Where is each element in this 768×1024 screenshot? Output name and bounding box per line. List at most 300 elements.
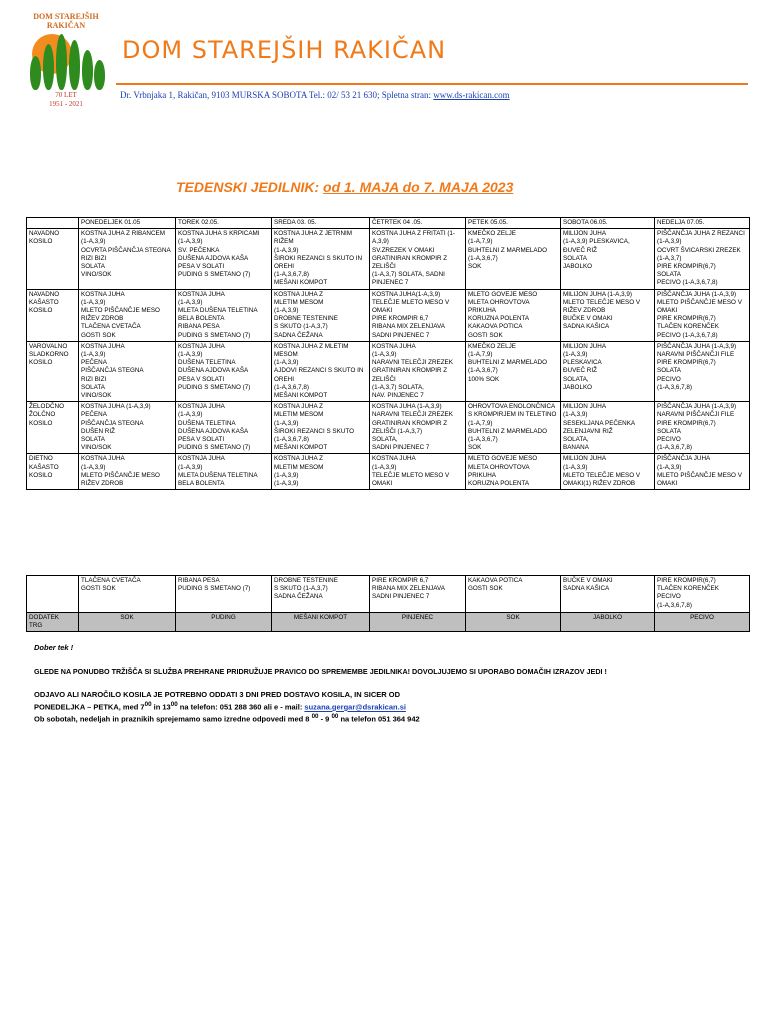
menu-cell-line: RIŽEM: [274, 238, 294, 246]
menu-cell-line: GRATINIRAN KROMPIR Z: [372, 367, 448, 375]
menu-cell-line: 100% SOK: [468, 375, 500, 383]
menu-cell-line: BUHTELNI Z MARMELADO: [468, 359, 548, 367]
menu-cell-line: DUŠENA AJDOVA KAŠA: [178, 254, 249, 262]
menu-cell-line: (1-A,3,9): [563, 411, 588, 419]
menu-cell-line: PIRE KROMPIR(6,7): [657, 359, 716, 367]
menu-cell-line: MILIJON JUHA: [563, 455, 607, 463]
menu-cell-line: (1-A,3,7) SOLATA,: [372, 383, 424, 391]
menu-cell-line: RIŽEV ZDROB: [81, 315, 124, 323]
menu-cell-line: MILIJON JUHA: [563, 342, 607, 350]
menu-cell-line: PUDING S SMETANO (7): [178, 383, 251, 391]
menu-cell: [272, 341, 370, 401]
menu-cell-line: PIŠČANČJA JUHA (1-A,3,9): [657, 290, 737, 298]
menu-cell-line: SOK: [468, 263, 482, 271]
menu-cell-line: OMAKI: [372, 480, 393, 488]
menu-cell-line: (1-A,3,9): [372, 351, 397, 359]
day-header: NEDELJA 07.05.: [655, 218, 750, 229]
menu-cell-line: S SKUTO (1-A,3,7): [274, 585, 328, 593]
menu-cell-line: MLETO PIŠČANČJE MESO: [81, 307, 160, 315]
menu-cell: [370, 454, 466, 490]
weekend-hour-start-minutes: 00: [311, 713, 319, 720]
menu-cell-line: PESA V SOLATI: [178, 263, 225, 271]
menu-cell-line: BUHTELNI Z MARMELADO: [468, 427, 548, 435]
menu-cell: [79, 229, 176, 289]
menu-cell-line: PUDING S SMETANO (7): [178, 271, 251, 279]
menu-cell: [655, 289, 750, 341]
menu-cell: [370, 576, 466, 613]
menu-cell-line: AJDOVI REZANCI S SKUTO IN: [274, 367, 364, 375]
menu-cell-line: PIRE KROMPIR 6,7: [372, 315, 429, 323]
meal-row: [27, 454, 750, 490]
day-header-row: [27, 218, 750, 229]
menu-cell-line: PIŠČANČJA JUHA Z REZANCI: [657, 230, 745, 238]
menu-cell-line: ĐUVEČ RIŽ: [563, 367, 597, 375]
menu-cell-line: MLETIM MESOM: [274, 411, 324, 419]
menu-cell-line: NARAVNI PIŠČANČJI FILE: [657, 351, 735, 359]
menu-cell: [561, 229, 655, 289]
menu-cell-line: KOSTNA JUHA(1-A,3,9): [372, 290, 441, 298]
menu-cell-line: KOSTNA JUHA Z JETRNIM: [274, 230, 353, 238]
menu-cell-line: SOLATA: [563, 254, 587, 262]
weekend-mid: - 9: [318, 714, 332, 724]
menu-cell-line: BANANA: [563, 444, 589, 452]
menu-cell-line: MLETO GOVEJE MESO: [468, 290, 538, 298]
menu-cell-line: (1-A,3,6,7,8): [274, 383, 309, 391]
menu-cell-line: KAKAOVA POTICA: [468, 577, 523, 584]
menu-cell-line: (1-A,3,9): [81, 238, 106, 246]
menu-cell-line: KOSTNA JUHA: [81, 290, 125, 298]
day-header: PETEK 05.05.: [466, 218, 561, 229]
menu-cell-line: RIZI BIZI: [81, 375, 107, 383]
menu-cell: [370, 402, 466, 454]
menu-cell-line: PIRE KROMPIR 6,7: [372, 577, 429, 584]
menu-cell-line: (1-A,3,9): [81, 463, 106, 471]
menu-cell-line: TLAČEN KORENČEK: [657, 585, 719, 593]
menu-cell: [79, 289, 176, 341]
meal-type-label-line: ŽELODČNO: [29, 403, 64, 411]
meal-type-label: [27, 454, 79, 490]
greeting: Dober tek !: [34, 643, 74, 652]
menu-cell-line: (1-A,7,9): [468, 351, 493, 359]
menu-cell: [466, 454, 561, 490]
menu-cell: [79, 576, 176, 613]
tree-icon: [30, 56, 41, 90]
order-hours-mid: in 13: [151, 702, 171, 712]
menu-cell-line: MLETA OHROVTOVA: [468, 298, 530, 306]
logo-sun-trees-icon: [24, 32, 108, 90]
menu-cell-line: NARAVNI TELEČJI ZREZEK: [372, 359, 453, 367]
menu-cell-line: MLETIM MESOM: [274, 463, 324, 471]
menu-cell-line: TLAČENA CVETAČA: [81, 577, 141, 584]
menu-cell: [176, 229, 272, 289]
meal-type-label-line: KAŠASTO: [29, 298, 59, 306]
menu-cell-line: MEŠANI KOMPOT: [274, 444, 328, 452]
order-contact-text: na telefon: 051 288 360 ali e - mail:: [177, 702, 305, 712]
menu-cell: [272, 454, 370, 490]
menu-cell-line: KOSTNA JUHA S KRPICAMI: [178, 230, 260, 238]
org-title: DOM STAREJŠIH RAKIČAN: [122, 36, 447, 64]
menu-cell-line: BUČKE V OMAKI: [563, 577, 613, 584]
menu-cell: [79, 402, 176, 454]
menu-cell-line: SOLATA,: [372, 436, 398, 444]
menu-cell: [272, 289, 370, 341]
day-header: PONEDELJEK 01.05: [79, 218, 176, 229]
menu-cell-line: DUŠENA TELETINA: [178, 359, 236, 367]
meal-type-label-line: KOSILO: [29, 307, 53, 315]
menu-cell-line: MLETA OHROVTOVA: [468, 463, 530, 471]
menu-cell: [655, 229, 750, 289]
menu-cell-line: KMEČKO ZELJE: [468, 230, 516, 238]
extra-item: SOK: [79, 613, 176, 632]
menu-cell-line: PECIVO (1-A,3,6,7,8): [657, 279, 718, 287]
menu-cell-line: SOK: [468, 444, 482, 452]
menu-cell-line: (1-A,3,6,7): [468, 367, 498, 375]
menu-cell-line: DUŠENA TELETINA: [178, 419, 236, 427]
website-link[interactable]: www.ds-rakican.com: [433, 90, 510, 100]
menu-cell: [370, 341, 466, 401]
day-header: ČETRTEK 04 .05.: [370, 218, 466, 229]
menu-cell-line: DROBNE TESTENINE: [274, 577, 338, 584]
menu-cell-line: DROBNE TESTENINE: [274, 315, 338, 323]
menu-cell-line: SV. PEČENKA: [178, 246, 220, 254]
meal-type-label-line: KAŠASTO: [29, 463, 59, 471]
extra-item: MEŠANI KOMPOT: [272, 613, 370, 632]
menu-cell-line: (1-A,3,9): [274, 246, 299, 254]
menu-cell-line: SADNA KAŠICA: [563, 585, 610, 593]
order-hour-end-minutes: 00: [170, 701, 178, 708]
menu-cell: [176, 341, 272, 401]
order-hour-start-minutes: 00: [144, 701, 152, 708]
menu-cell-line: PESA V SOLATI: [178, 436, 225, 444]
menu-cell-line: PIŠČANČJA JUHA (1-A,3,9): [657, 342, 737, 350]
menu-cell-line: KOSTNA JUHA: [81, 455, 125, 463]
menu-cell-line: (1-A,3,6,7,8): [657, 383, 692, 391]
menu-cell-line: RIŽEV ZDROB: [81, 480, 124, 488]
menu-cell: [176, 402, 272, 454]
menu-cell-line: TELEČJE MLETO MESO V: [372, 471, 450, 479]
menu-cell-line: KOSTNA JUHA: [372, 455, 416, 463]
corner-cell: [27, 218, 79, 229]
menu-cell-line: (1-A,3,6,7,8): [274, 271, 309, 279]
extra-item: JABOLKO: [561, 613, 655, 632]
menu-cell: [655, 402, 750, 454]
menu-cell-line: BELA BOLENTA: [178, 315, 225, 323]
menu-cell-line: PIŠČANČJA STEGNA: [81, 419, 144, 427]
meal-type-label: [27, 229, 79, 289]
menu-cell: [79, 454, 176, 490]
menu-cell-line: MESOM: [274, 351, 298, 359]
menu-cell-line: NARAVNI PIŠČANČJI FILE: [657, 411, 735, 419]
menu-cell: [272, 229, 370, 289]
meal-row: [27, 402, 750, 454]
menu-cell: [79, 341, 176, 401]
menu-cell-line: VINO/SOK: [81, 271, 112, 279]
menu-cell-line: PUDING S SMETANO (7): [178, 585, 251, 593]
menu-cell-line: JABOLKO: [563, 383, 593, 391]
menu-cell-line: KOSTNA JUHA Z: [274, 290, 323, 298]
tree-icon: [43, 44, 54, 90]
menu-cell-line: MLETO PIŠČANČJE MESO V: [657, 471, 742, 479]
menu-cell-line: (1-A,3,6,7,8): [657, 601, 692, 609]
menu-cell-line: PECIVO (1-A,3,6,7,8): [657, 331, 718, 339]
meal-type-label-line: NAVADNO: [29, 230, 60, 238]
extra-item: PUDING: [176, 613, 272, 632]
menu-cell-line: MEŠANI KOMPOT: [274, 279, 328, 287]
meal-type-label: [27, 289, 79, 341]
weekend-hour-end-minutes: 00: [331, 713, 339, 720]
address-text: Dr. Vrbnjaka 1, Rakičan, 9103 MURSKA SOBOTA Tel.: 02/ 53 21 630; Spletna stran:: [120, 90, 434, 100]
extras-row: [27, 613, 750, 632]
menu-cell: [655, 454, 750, 490]
menu-cell-line: DUŠENA AJDOVA KAŠA: [178, 427, 249, 435]
menu-cell: [370, 289, 466, 341]
menu-cell-line: ŠIROKI REZANCI S SKUTO: [274, 427, 355, 435]
menu-cell-line: PUDING S SMETANO (7): [178, 331, 251, 339]
menu-cell-line: OCVRTA PIŠČANČJA STEGNA: [81, 246, 171, 254]
menu-cell-line: (1-A,3,7) SOLATA, SADNI: [372, 271, 445, 279]
menu-cell-line: OMAKI: [372, 307, 393, 315]
meal-type-label-line: DIETNO: [29, 455, 53, 463]
extras-label-line: DODATEK: [29, 614, 59, 621]
menu-cell-line: RIBANA PESA: [178, 323, 220, 331]
menu-cell: [561, 402, 655, 454]
menu-cell-line: PIŠČANČJA JUHA (1-A,3,9): [657, 403, 737, 411]
meal-type-label: [27, 341, 79, 401]
menu-cell-line: KORUZNA POLENTA: [468, 480, 530, 488]
menu-cell-line: DUŠENA AJDOVA KAŠA: [178, 367, 249, 375]
weekend-note: [34, 713, 420, 724]
menu-cell-line: SADNI PINJENEC 7: [372, 593, 430, 601]
menu-cell-line: PINJENEC 7: [372, 279, 409, 287]
menu-cell-line: GOSTI SOK: [81, 585, 116, 593]
menu-cell-line: DUŠEN RIŽ: [81, 427, 115, 435]
extras-label: [27, 613, 79, 632]
menu-cell-line: (1-A,3,9): [657, 463, 682, 471]
menu-cell: [466, 402, 561, 454]
meal-row: [27, 229, 750, 289]
continuation-table-body: [27, 576, 750, 632]
menu-cell: [272, 402, 370, 454]
logo-name-line1: DOM STAREJŠIH: [33, 12, 99, 21]
menu-cell-line: TLAČEN KORENČEK: [657, 323, 719, 331]
meal-type-label-line: VAROVALNO: [29, 342, 68, 350]
menu-cell-line: SOLATA: [657, 367, 681, 375]
continuation-row: [27, 576, 750, 613]
menu-cell-line: ZELENJAVNI RIŽ: [563, 427, 613, 435]
menu-cell-line: GRATINIRAN KROMPIR Z: [372, 254, 448, 262]
menu-cell-line: SOLATA: [657, 427, 681, 435]
menu-cell-line: (1-A,3,9): [81, 351, 106, 359]
meal-type-label-line: KOSILO: [29, 471, 53, 479]
menu-cell-line: S SKUTO (1-A,3,7): [274, 323, 328, 331]
menu-cell-line: PLESKAVICA: [563, 359, 602, 367]
menu-cell-line: OHROVTOVA ENOLONČNICA: [468, 403, 556, 411]
meal-type-label-line: KOSILO: [29, 419, 53, 427]
menu-cell-line: GOSTI SOK: [81, 331, 116, 339]
menu-cell-line: SADNA KAŠICA: [563, 323, 610, 331]
menu-cell: [655, 341, 750, 401]
menu-cell: [466, 289, 561, 341]
menu-cell-line: (1-A,3,6,7,8): [657, 444, 692, 452]
weekly-menu-table: [26, 217, 750, 490]
menu-cell-line: PEČENA: [81, 359, 107, 367]
meal-type-label-line: KOSILO: [29, 238, 53, 246]
menu-cell-line: JABOLKO: [563, 263, 593, 271]
menu-cell: [561, 341, 655, 401]
menu-cell-line: KOSTNJA JUHA: [178, 290, 225, 298]
menu-cell-line: PUDING S SMETANO (7): [178, 444, 251, 452]
tree-icon: [56, 34, 67, 90]
menu-cell-line: MILIJON JUHA: [563, 230, 607, 238]
menu-cell-line: SESEKLJANA PEČENKA: [563, 419, 636, 427]
menu-cell-line: ĐUVEČ RIŽ: [563, 246, 597, 254]
menu-cell: [370, 229, 466, 289]
menu-cell-line: OMAKI: [657, 480, 678, 488]
menu-cell-line: KOSTNA JUHA (1-A,3,9): [372, 403, 442, 411]
menu-cell-line: SOLATA: [81, 383, 105, 391]
menu-cell-line: PESA V SOLATI: [178, 375, 225, 383]
menu-cell-line: SOLATA: [657, 271, 681, 279]
menu-cell-line: KOSTNA JUHA (1-A,3,9): [81, 403, 151, 411]
day-header: SREDA 03. 05.: [272, 218, 370, 229]
menu-cell-line: KAKAOVA POTICA: [468, 323, 523, 331]
menu-cell-line: (1-A,3,6,7): [468, 436, 498, 444]
meal-row: [27, 341, 750, 401]
continuation-table: [26, 575, 750, 632]
menu-cell-line: NAV. PINJENEC 7: [372, 392, 424, 400]
menu-cell-line: (1-A,3,6,7,8): [274, 436, 309, 444]
menu-cell-line: (1-A,3,9) PLESKAVICA,: [563, 238, 630, 246]
menu-cell-line: (1-A,3,9): [178, 238, 203, 246]
menu-cell-line: PIRE KROMPIR(6,7): [657, 419, 716, 427]
menu-cell-line: MLETO PIŠČANČJE MESO: [81, 471, 160, 479]
menu-cell-line: BUHTELNI Z MARMELADO: [468, 246, 548, 254]
menu-cell-line: (1-A,3,9): [274, 359, 299, 367]
menu-cell: [466, 229, 561, 289]
logo-years-line1: 70 LET: [55, 91, 77, 99]
menu-cell-line: KORUZNA POLENTA: [468, 315, 530, 323]
menu-cell-line: (1-A,3,9): [657, 238, 682, 246]
menu-cell-line: KOSTNA JUHA Z FRITATI (1-: [372, 230, 456, 238]
menu-cell-line: ŠIROKI REZANCI S SKUTO IN: [274, 254, 363, 262]
menu-cell-line: KOSTNA JUHA: [81, 342, 125, 350]
menu-cell-line: GOSTI SOK: [468, 331, 503, 339]
address-line: [120, 90, 510, 100]
menu-cell: [655, 576, 750, 613]
meal-type-label-line: SLADKORNO: [29, 351, 69, 359]
menu-cell-line: (1-A,3,9): [372, 463, 397, 471]
menu-cell-line: KMEČKO ZELJE: [468, 342, 516, 350]
menu-cell-line: KOSTNJA JUHA: [178, 403, 225, 411]
menu-cell-line: SV.ZREZEK V OMAKI: [372, 246, 435, 254]
menu-cell-line: RIŽEV ZDROB: [563, 307, 606, 315]
menu-cell-line: (1-A,3,9): [178, 463, 203, 471]
menu-cell-line: GRATINIRAN KROMPIR Z: [372, 419, 448, 427]
menu-cell-line: KOSTNJA JUHA: [178, 455, 225, 463]
extra-item: PINJENEC: [370, 613, 466, 632]
menu-cell-line: PRIKUHA: [468, 471, 496, 479]
menu-cell-line: TELEČJE MLETO MESO V: [372, 298, 450, 306]
menu-cell-line: (1-A,3,9): [81, 298, 106, 306]
menu-cell-line: MLETA DUŠENA TELETINA: [178, 471, 258, 479]
menu-cell-line: PECIVO: [657, 375, 681, 383]
menu-cell-line: SADNA ČEŽANA: [274, 331, 323, 339]
menu-cell-line: PIRE KROMPIR(6,7): [657, 315, 716, 323]
menu-cell-line: MEŠANI KOMPOT: [274, 392, 328, 400]
tree-icon: [82, 50, 93, 90]
menu-cell-line: RIBANA MIX ZELENJAVA: [372, 323, 445, 331]
menu-cell-line: MILIJON JUHA: [563, 403, 607, 411]
menu-cell-line: (1-A,3,9): [274, 471, 299, 479]
menu-cell-line: RIBANA MIX ZELENJAVA: [372, 585, 445, 593]
menu-cell: [176, 289, 272, 341]
menu-cell: [561, 576, 655, 613]
extra-item: SOK: [466, 613, 561, 632]
menu-cell-line: PIRE KROMPIR(6,7): [657, 577, 716, 584]
menu-cell-line: SADNA ČEŽANA: [274, 593, 323, 601]
menu-title-prefix: TEDENSKI JEDILNIK:: [176, 179, 324, 195]
menu-cell-line: ZELIŠČI: [372, 375, 396, 383]
menu-cell-line: KOSTNJA JUHA: [178, 342, 225, 350]
menu-table-body: [27, 218, 750, 490]
day-header: SOBOTA 06.05.: [561, 218, 655, 229]
menu-cell-line: (1-A,3,7): [657, 254, 682, 262]
menu-cell-line: OCVRT ŠVICARSKI ZREZEK: [657, 246, 741, 254]
menu-cell-line: OREHI: [274, 375, 294, 383]
order-line-2: [34, 701, 406, 712]
menu-cell-line: MILIJON JUHA (1-A,3,9): [563, 290, 632, 298]
menu-cell-line: OMAKI: [657, 307, 678, 315]
menu-cell-line: SOLATA,: [563, 436, 589, 444]
menu-cell-line: MLETO TELEČJE MESO V: [563, 298, 641, 306]
tree-icon: [69, 40, 80, 90]
header-divider: [116, 83, 748, 85]
menu-cell-line: SOLATA,: [563, 375, 589, 383]
menu-cell-line: (1-A,3,9): [563, 351, 588, 359]
order-hours-prefix: PONEDELJKA – PETKA, med 7: [34, 702, 145, 712]
menu-cell-line: KOSTNA JUHA Z RIBANCEM: [81, 230, 165, 238]
menu-cell-line: SOLATA: [81, 263, 105, 271]
menu-cell-line: MLETO PIŠČANČJE MESO V: [657, 298, 742, 306]
menu-cell-line: PIŠČANČJA STEGNA: [81, 367, 144, 375]
disclaimer: GLEDE NA PONUDBO TRŽIŠČA SI SLUŽBA PREHRANE PRIDRUŽUJE PRAVICO DO SPREMEMBE JEDILNIKA! DOVOLJUJEMO SI UPORABO DOMAČIH IZRAZOV JEDI !: [34, 667, 607, 676]
menu-cell-line: A,3,9): [372, 238, 389, 246]
menu-cell-line: S KROMPIRJEM IN TELETINO: [468, 411, 557, 419]
menu-cell-line: RIZI BIZI: [81, 254, 107, 262]
menu-cell-line: VINO/SOK: [81, 444, 112, 452]
email-link[interactable]: suzana.gergar@dsrakican.si: [304, 702, 406, 712]
meal-type-label-line: ŽOLČNO: [29, 411, 56, 419]
logo: [24, 12, 108, 112]
menu-cell-line: SADNI PINJENEC 7: [372, 444, 430, 452]
weekend-prefix: Ob sobotah, nedeljah in praznikih sprejemamo samo izredne odpovedi med 8: [34, 714, 312, 724]
menu-cell-line: MLETO GOVEJE MESO: [468, 455, 538, 463]
menu-cell-line: KOSTNA JUHA Z MLETIM: [274, 342, 349, 350]
logo-name-line2: RAKIČAN: [46, 21, 86, 30]
continuation-label: [27, 576, 79, 613]
menu-cell-line: (1-A,3,9): [563, 463, 588, 471]
extra-item: PECIVO: [655, 613, 750, 632]
menu-cell-line: OMAKI(1) RIŽEV ZDROB: [563, 480, 636, 488]
menu-cell: [272, 576, 370, 613]
menu-cell-line: KOSTNA JUHA Z: [274, 455, 323, 463]
menu-cell-line: VINO/SOK: [81, 392, 112, 400]
menu-cell-line: KOSTNA JUHA Z: [274, 403, 323, 411]
menu-cell-line: BELA BOLENTA: [178, 480, 225, 488]
menu-cell-line: BUČKE V OMAKI: [563, 315, 613, 323]
menu-cell-line: (1-A,3,9): [274, 419, 299, 427]
meal-type-label-line: NAVADNO: [29, 290, 60, 298]
